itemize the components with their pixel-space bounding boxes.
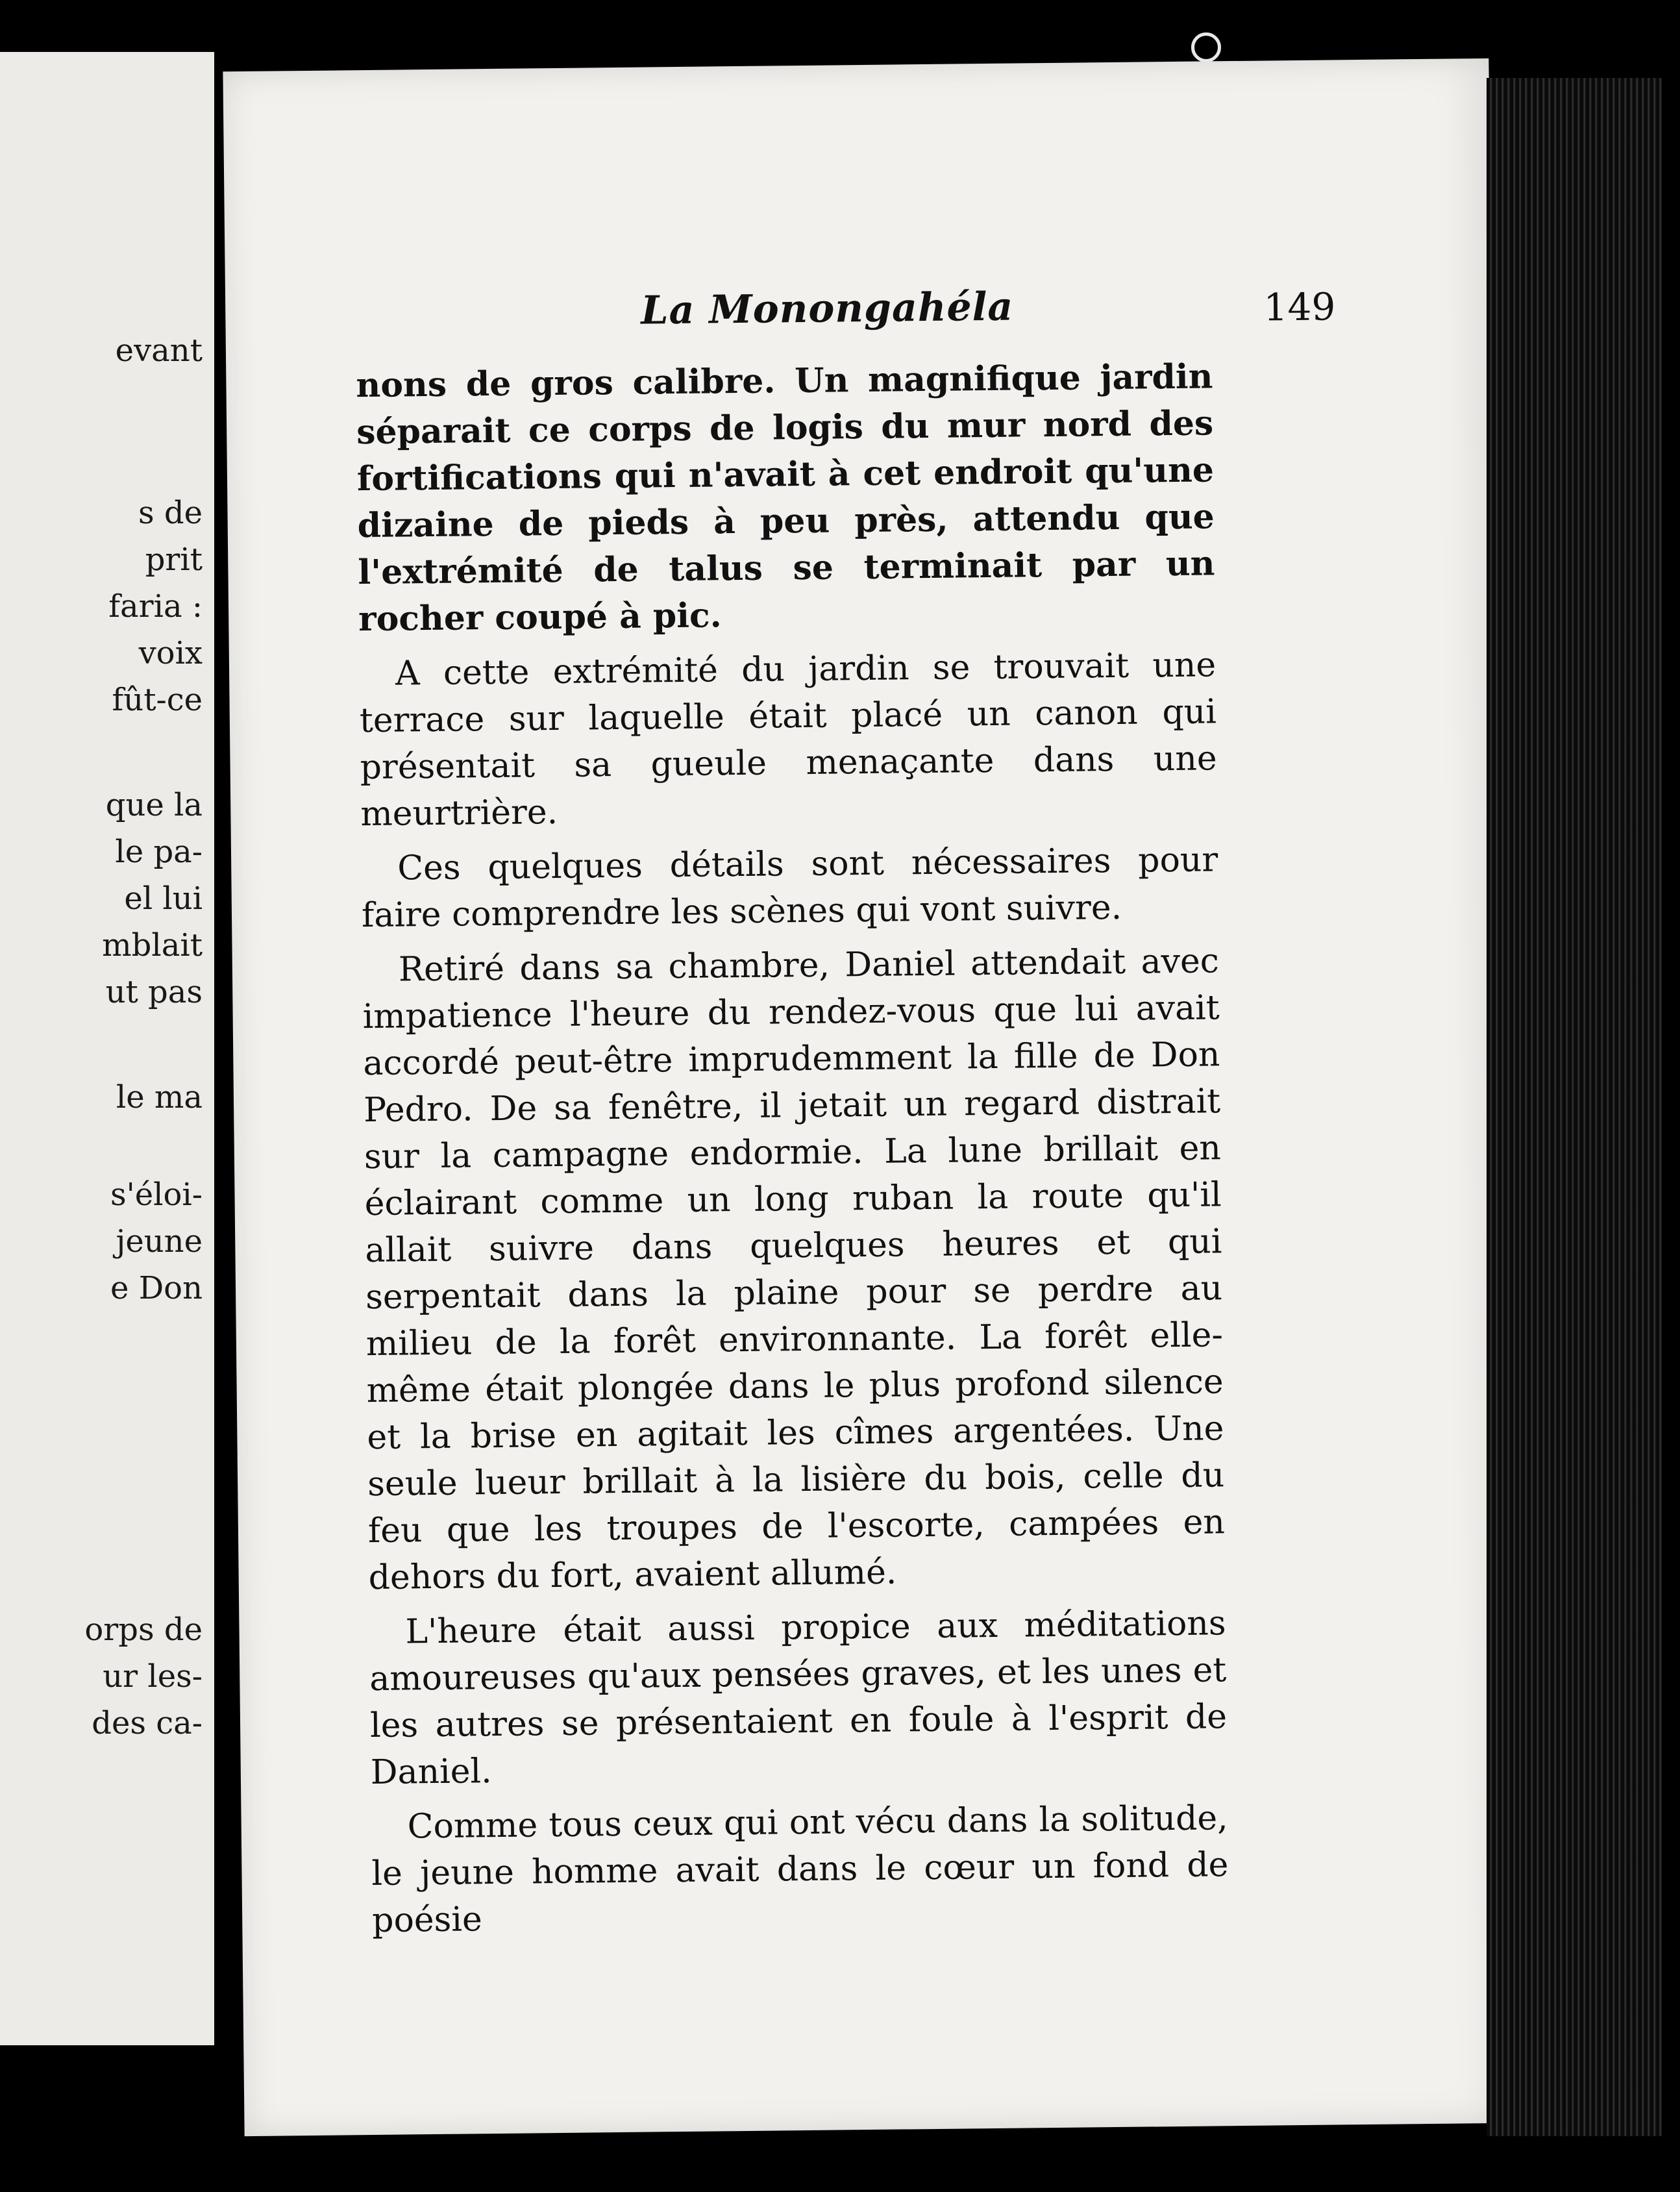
left-page-line: orps de	[84, 1612, 203, 1648]
paragraph: Comme tous ceux qui ont vécu dans la solitude, le jeune homme avait dans le cœur un fond de poésie	[371, 1799, 1229, 1941]
left-page-line: ur les-	[103, 1658, 203, 1695]
left-page-line: faria :	[108, 588, 203, 625]
book-page	[223, 58, 1510, 2136]
left-page-line: le pa-	[115, 834, 203, 870]
page-number: 149	[1263, 284, 1336, 330]
paragraph: A cette extrémité du jardin se trouvait une terrace sur laquelle était placé un canon qui présentait sa gueule menaçante dans une meurtrière.	[359, 645, 1217, 834]
previous-page-fragment	[0, 52, 214, 2045]
page-body	[356, 353, 1229, 1952]
paragraph: Ces quelques détails sont nécessaires pour faire comprendre les scènes qui vont suivre.	[361, 840, 1218, 936]
paragraph: nons de gros calibre. Un magnifique jardin séparait ce corps de logis du mur nord des fortifications qui n'avait à cet endroit qu'une dizaine de pieds à peu près, attendu que l'extrémité de talus se terminait par un rocher coupé à pic.	[356, 356, 1215, 640]
left-page-line: fût-ce	[112, 682, 203, 718]
left-page-line: e Don	[110, 1270, 203, 1306]
left-page-line: el lui	[124, 880, 203, 917]
left-page-line: ut pas	[105, 974, 203, 1010]
paragraph: L'heure était aussi propice aux méditations amoureuses qu'aux pensées graves, et les unes et les autres se présentaient en foule à l'esprit de Daniel.	[369, 1604, 1228, 1793]
left-page-line: voix	[138, 635, 203, 671]
left-page-line: jeune	[116, 1223, 203, 1260]
page-header	[225, 279, 1492, 351]
left-page-line: s'éloi-	[110, 1177, 203, 1213]
left-page-line: le ma	[116, 1079, 203, 1115]
running-title: La Monongahéla	[640, 284, 1014, 334]
left-page-line: prit	[145, 542, 203, 578]
left-page-line: que la	[105, 787, 203, 823]
left-page-line: evant	[115, 332, 203, 369]
scan-corner-mark	[1191, 32, 1221, 62]
left-page-line: mblait	[102, 927, 203, 964]
left-page-line: des ca-	[92, 1705, 203, 1741]
left-page-line: s de	[138, 495, 203, 531]
paragraph: Retiré dans sa chambre, Daniel attendait avec impatience l'heure du rendez-vous que lui avait accordé peut-être imprudemment la fille de Don Pedro. De sa fenêtre, il jetait un regard distrait sur la campagne endormie. La lune brillait en éclairant comme un long ruban la route qu'il allait suivre dans quelques heures et qui serpentait dans la plaine pour se perdre au milieu de la forêt environnante. La forêt elle-même était plongée dans le plus profond silence et la brise en agitait les cîmes argentées. Une seule lueur brillait à la lisière du bois, celle du feu que les troupes de l'escorte, campées en dehors du fort, avaient allumé.	[362, 941, 1226, 1598]
book-page-edges	[1487, 78, 1662, 2136]
